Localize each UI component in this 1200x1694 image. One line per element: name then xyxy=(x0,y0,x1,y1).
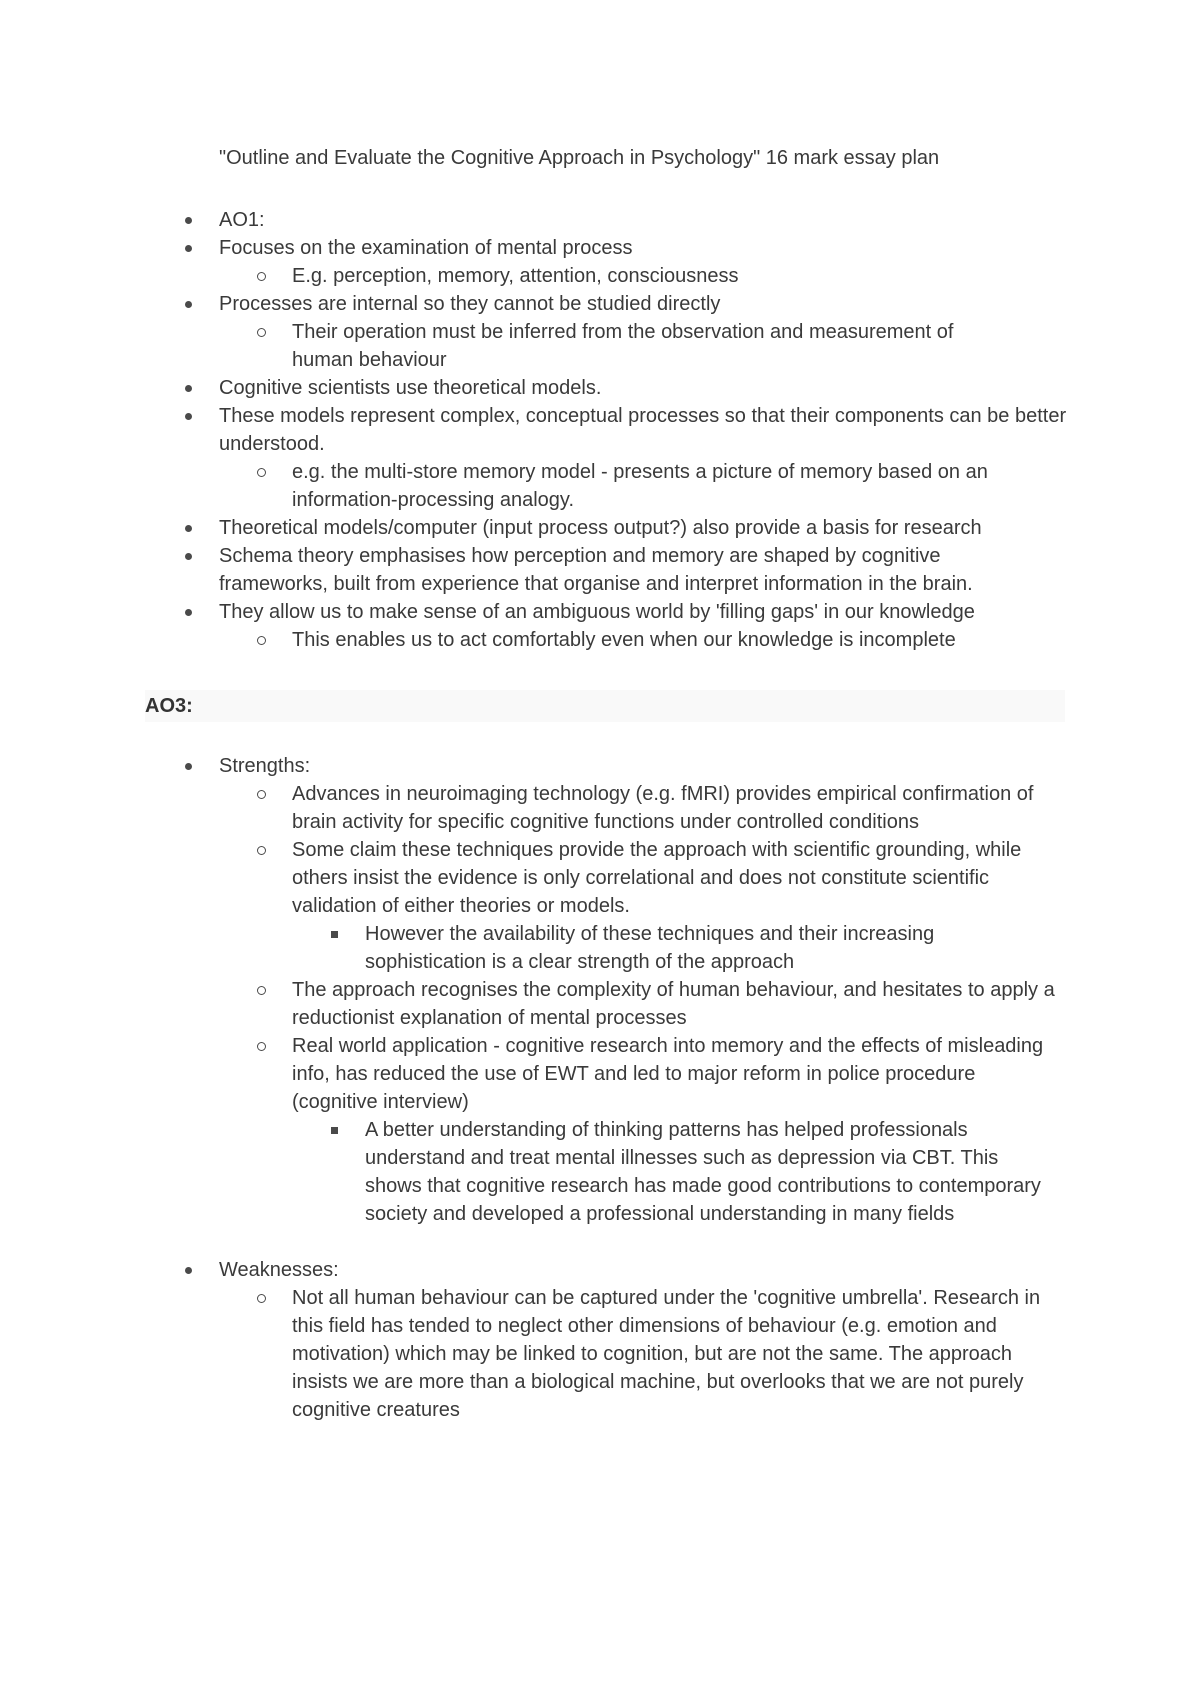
hollow-bullet-icon xyxy=(251,976,271,1004)
bullet-icon xyxy=(178,1256,198,1284)
list-item: Some claim these techniques provide the approach with scientific grounding, while others insist the evidence is only correlational and does not constitute scientific validation of either theories or models. xyxy=(292,839,1022,917)
list-item: Theoretical models/computer (input process output?) also provide a basis for research xyxy=(219,517,982,539)
list-item: Processes are internal so they cannot be studied directly xyxy=(219,293,721,315)
bullet-icon xyxy=(178,542,198,570)
hollow-bullet-icon xyxy=(251,318,271,346)
list-item: This enables us to act comfortably even when our knowledge is incomplete xyxy=(292,629,956,651)
list-item: The approach recognises the complexity of human behaviour, and hesitates to apply a reductionist explanation of mental processes xyxy=(292,979,1055,1029)
list-item: Schema theory emphasises how perception and memory are shaped by cognitive frameworks, built from experience that organise and interpret information in the brain. xyxy=(219,545,973,595)
bullet-icon xyxy=(178,234,198,262)
bullet-icon xyxy=(178,290,198,318)
list-item: Real world application - cognitive research into memory and the effects of misleading info, has reduced the use of EWT and led to major reform in police procedure (cognitive interview) xyxy=(292,1035,1044,1113)
list-item: Focuses on the examination of mental process xyxy=(219,237,633,259)
ao3-heading-band xyxy=(145,690,1065,722)
list-item: E.g. perception, memory, attention, consciousness xyxy=(292,265,739,287)
hollow-bullet-icon xyxy=(251,262,271,290)
list-item: However the availability of these techniques and their increasing sophistication is a clear strength of the approach xyxy=(365,923,935,973)
ao1-heading: AO1: xyxy=(219,209,265,231)
list-item: Cognitive scientists use theoretical models. xyxy=(219,377,602,399)
bullet-icon xyxy=(178,374,198,402)
weaknesses-label: Weaknesses: xyxy=(219,1259,339,1281)
hollow-bullet-icon xyxy=(251,1032,271,1060)
square-bullet-icon xyxy=(324,1116,344,1144)
list-item: Not all human behaviour can be captured under the 'cognitive umbrella'. Research in this field has tended to neglect other dimensions of behaviour (e.g. emotion and motivation) which may be linked to cognition, but are not the same. The approach insists we are more than a biological machine, but overlooks that we are not purely cognitive creatures xyxy=(292,1287,1041,1421)
bullet-icon xyxy=(178,752,198,780)
list-item: They allow us to make sense of an ambiguous world by 'filling gaps' in our knowledge xyxy=(219,601,975,623)
list-item: e.g. the multi-store memory model - presents a picture of memory based on an information-processing analogy. xyxy=(292,461,988,511)
page-title: "Outline and Evaluate the Cognitive Approach in Psychology" 16 mark essay plan xyxy=(219,147,940,169)
ao3-heading: AO3: xyxy=(145,695,193,717)
bullet-icon xyxy=(178,598,198,626)
hollow-bullet-icon xyxy=(251,626,271,654)
hollow-bullet-icon xyxy=(251,458,271,486)
list-item: A better understanding of thinking patterns has helped professionals understand and treat mental illnesses such as depression via CBT. This shows that cognitive research has made good contributions to contemporary society and developed a professional understanding in many fields xyxy=(365,1119,1041,1225)
list-item: These models represent complex, conceptual processes so that their components can be better understood. xyxy=(219,405,1067,455)
strengths-label: Strengths: xyxy=(219,755,311,777)
square-bullet-icon xyxy=(324,920,344,948)
list-item: Advances in neuroimaging technology (e.g. fMRI) provides empirical confirmation of brain activity for specific cognitive functions under controlled conditions xyxy=(292,783,1034,833)
list-item: Their operation must be inferred from the observation and measurement of human behaviour xyxy=(292,321,954,371)
hollow-bullet-icon xyxy=(251,1284,271,1312)
bullet-icon xyxy=(178,206,198,234)
bullet-icon xyxy=(178,402,198,430)
bullet-icon xyxy=(178,514,198,542)
hollow-bullet-icon xyxy=(251,836,271,864)
hollow-bullet-icon xyxy=(251,780,271,808)
